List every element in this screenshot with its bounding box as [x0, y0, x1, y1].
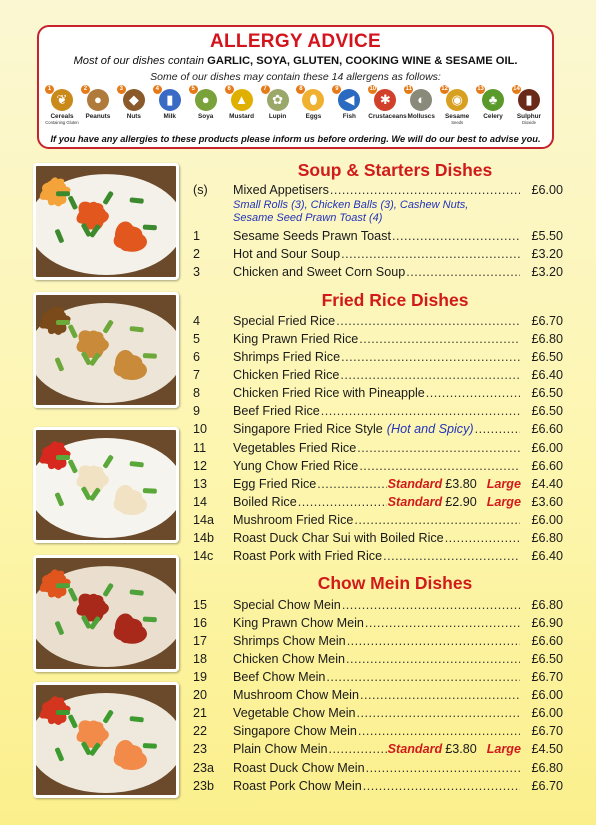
menu-item-number: 20 — [193, 688, 208, 702]
menu-item-price: £6.40 — [531, 549, 563, 563]
wheat-icon: ❦ — [51, 89, 73, 111]
menu-item-row — [193, 668, 563, 686]
allergy-subtitle: Some of our dishes may contain these 14 allergens as follows: — [150, 71, 441, 83]
menu-item-row — [193, 439, 563, 457]
menu-item-price: £6.60 — [531, 634, 563, 648]
menu-item-row — [193, 632, 563, 650]
menu-item-number: 23 — [193, 742, 208, 756]
allergen-number: 1 — [45, 85, 54, 94]
standard-label: Standard — [387, 495, 443, 509]
leader-dots — [363, 777, 520, 795]
allergen-item — [153, 85, 187, 129]
menu-item-number: 2 — [193, 247, 201, 261]
menu-item-number: 3 — [193, 265, 201, 279]
sesame-icon: ◉ — [446, 89, 468, 111]
menu-item-price: £4.40 — [531, 477, 563, 491]
menu-item-number: 23b — [193, 779, 215, 793]
menu-item-number: 14b — [193, 531, 215, 545]
menu-item-name: Beef Fried Rice — [233, 404, 320, 418]
menu-item-row — [193, 722, 563, 740]
menu-item-number: 5 — [193, 332, 201, 346]
allergen-label: Soya — [198, 113, 214, 120]
menu-item-number: 10 — [193, 422, 208, 436]
allergen-sublabel: Seeds — [451, 120, 464, 125]
leader-dots — [326, 668, 520, 686]
menu-item-row — [193, 614, 563, 632]
menu-item-name: Beef Chow Mein — [233, 670, 326, 684]
menu-item-price: £6.00 — [531, 706, 563, 720]
menu-item-name: Shrimps Chow Mein — [233, 634, 346, 648]
large-label: Large — [486, 495, 521, 509]
leader-dots — [475, 420, 520, 438]
menu-item-price: £6.70 — [531, 670, 563, 684]
allergy-line1-prefix: Most of our dishes contain — [73, 55, 205, 67]
menu-item-price: £6.50 — [531, 386, 563, 400]
leader-dots — [329, 740, 387, 758]
menu-item-number: 6 — [193, 350, 201, 364]
section-title-fried-rice: Fried Rice Dishes — [321, 290, 469, 310]
large-label: Large — [486, 742, 521, 756]
allergen-number: 13 — [477, 86, 484, 92]
menu-item-row — [193, 529, 563, 547]
allergen-item — [404, 85, 438, 129]
allergy-line1-bold: GARLIC, SOYA, GLUTEN, COOKING WINE & SESAME OIL. — [207, 55, 518, 67]
leader-dots — [366, 759, 520, 777]
allergen-label: Lupin — [268, 113, 287, 120]
mustard-icon: ▲ — [231, 89, 253, 111]
allergen-number: 3 — [117, 85, 126, 94]
allergen-item — [368, 85, 407, 129]
leader-dots — [360, 686, 520, 704]
allergen-item — [332, 85, 366, 129]
leader-dots — [341, 245, 520, 263]
menu-item-number: 14 — [193, 495, 208, 509]
menu-item-number: (s) — [193, 183, 208, 197]
menu-item-price: £6.60 — [531, 459, 563, 473]
menu-item-price: £6.40 — [531, 368, 563, 382]
menu-item-name: King Prawn Chow Mein — [233, 616, 364, 630]
leader-dots — [342, 596, 520, 614]
standard-price: £3.80 — [445, 742, 477, 756]
menu-item-number: 13 — [193, 477, 208, 491]
menu-item-row — [193, 330, 563, 348]
allergen-label: Fish — [342, 113, 356, 120]
king-prawn-stirfry-photo — [33, 682, 179, 798]
menu-item-price: £6.80 — [531, 531, 563, 545]
leader-dots — [426, 384, 520, 402]
allergen-item — [189, 85, 223, 129]
menu-item-number: 8 — [193, 386, 201, 400]
celery-icon: ♣ — [482, 89, 504, 111]
allergen-number: 7 — [261, 85, 270, 94]
menu-item-number: 1 — [193, 229, 201, 243]
menu-item-price: £3.60 — [531, 495, 563, 509]
leader-dots — [359, 330, 520, 348]
allergen-label: Milk — [163, 113, 176, 120]
menu-item-row — [193, 420, 563, 438]
menu-item-number: 18 — [193, 652, 208, 666]
standard-label: Standard — [387, 742, 443, 756]
menu-item-name: Singapore Chow Mein — [233, 724, 357, 738]
allergen-item — [261, 85, 295, 129]
allergen-item — [296, 85, 330, 129]
menu-item-name: Special Chow Mein — [233, 598, 341, 612]
menu-item-row — [193, 740, 563, 758]
allergen-number: 10 — [369, 86, 377, 92]
leader-dots — [354, 511, 520, 529]
leader-dots — [445, 529, 520, 547]
menu-item-price: £6.70 — [531, 779, 563, 793]
leader-dots — [347, 632, 520, 650]
menu-item-name: Shrimps Fried Rice — [233, 350, 341, 364]
menu-item-name: Vegetable Chow Mein — [233, 706, 356, 720]
menu-item-price: £6.60 — [531, 422, 563, 436]
menu-item-name: Chicken Fried Rice with Pineapple — [233, 386, 425, 400]
menu-item-name: Roast Duck Char Sui with Boiled Rice — [233, 531, 444, 545]
menu-item-price: £6.00 — [531, 183, 563, 197]
menu-item-name: Sesame Seeds Prawn Toast — [233, 229, 391, 243]
allergen-icon-row — [45, 85, 546, 129]
leader-dots — [330, 181, 520, 199]
menu-item-row — [193, 457, 563, 475]
allergen-label: Cereals — [50, 113, 74, 120]
fish-icon: ◀ — [338, 89, 360, 111]
menu-item-price: £3.20 — [531, 247, 563, 261]
menu-item-row — [193, 348, 563, 366]
allergen-item — [512, 85, 546, 129]
menu-item-row — [193, 384, 563, 402]
menu-item-name: Hot and Sour Soup — [233, 247, 341, 261]
menu-item-name: Singapore Fried Rice Style — [233, 422, 383, 436]
allergen-label: Peanuts — [85, 113, 111, 120]
leader-dots — [346, 650, 520, 668]
allergen-label: Celery — [483, 113, 503, 120]
lupin-icon: ✿ — [267, 89, 289, 111]
menu-item-name: Mushroom Fried Rice — [233, 513, 354, 527]
leader-dots — [358, 722, 520, 740]
menu-item-price: £3.20 — [531, 265, 563, 279]
leader-dots — [406, 263, 520, 281]
menu-item-price: £6.70 — [531, 314, 563, 328]
bottle-icon: ▮ — [518, 89, 540, 111]
menu-item-name: Plain Chow Mein — [233, 742, 328, 756]
nut-icon: ◆ — [123, 89, 145, 111]
menu-item-row — [193, 263, 563, 281]
standard-price: £2.90 — [445, 495, 477, 509]
menu-item-number: 17 — [193, 634, 208, 648]
menu-item-price: £6.90 — [531, 616, 563, 630]
allergy-notice: If you have any allergies to these products please inform us before ordering. We will do our best to advise you. — [50, 134, 541, 144]
menu-item-price: £5.50 — [531, 229, 563, 243]
allergen-sublabel: Containing Gluten — [45, 120, 79, 125]
menu-item-number: 12 — [193, 459, 208, 473]
menu-item-row — [193, 650, 563, 668]
menu-item-price: £6.80 — [531, 332, 563, 346]
menu-item-number: 11 — [193, 441, 207, 455]
menu-item-number: 14c — [193, 549, 214, 563]
menu-item-name: Roast Duck Chow Mein — [233, 761, 365, 775]
allergen-item — [81, 85, 115, 129]
large-label: Large — [486, 477, 521, 491]
menu-item-name: Special Fried Rice — [233, 314, 336, 328]
menu-item-row — [193, 547, 563, 565]
mixed-appetisers-note-line2: Sesame Seed Prawn Toast (4) — [233, 212, 383, 224]
menu-item-name: Vegetables Fried Rice — [233, 441, 357, 455]
menu-item-row — [193, 596, 563, 614]
menu-item-row — [193, 511, 563, 529]
leader-dots — [359, 457, 520, 475]
menu-item-price: £6.70 — [531, 724, 563, 738]
peanut-icon: ● — [87, 89, 109, 111]
menu-item-row — [193, 704, 563, 722]
leader-dots — [383, 547, 520, 565]
mixed-appetisers-note-line1: Small Rolls (3), Chicken Balls (3), Cashew Nuts, — [233, 199, 469, 211]
menu-item-price: £6.50 — [531, 350, 563, 364]
menu-item-name: King Prawn Fried Rice — [233, 332, 359, 346]
allergen-label: Mustard — [229, 113, 255, 120]
allergen-label: Crustaceans — [368, 113, 407, 120]
menu-item-price: £6.00 — [531, 513, 563, 527]
menu-item-name: Mushroom Chow Mein — [233, 688, 359, 702]
allergen-item — [476, 85, 510, 129]
crab-icon: ✱ — [374, 89, 396, 111]
allergen-number: 8 — [296, 85, 305, 94]
allergen-number: 11 — [405, 86, 412, 92]
allergen-label: Sulphur — [516, 113, 542, 120]
menu-item-number: 23a — [193, 761, 215, 775]
menu-item-number: 21 — [193, 706, 208, 720]
allergen-number: 2 — [81, 85, 90, 94]
standard-label: Standard — [387, 477, 443, 491]
menu-item-row — [193, 366, 563, 384]
allergy-common-ingredients — [39, 55, 552, 67]
menu-item-row — [193, 686, 563, 704]
leader-dots — [321, 402, 520, 420]
menu-item-price: £6.50 — [531, 404, 563, 418]
leader-dots — [298, 493, 387, 511]
allergen-number: 12 — [441, 86, 448, 92]
shell-icon: ◐ — [410, 89, 432, 111]
menu-item-number: 14a — [193, 513, 215, 527]
menu-item-name: Boiled Rice — [233, 495, 297, 509]
allergen-sublabel: Dioxide — [522, 120, 536, 125]
allergen-number: 5 — [189, 85, 198, 94]
allergen-item — [117, 85, 151, 129]
standard-price: £3.80 — [445, 477, 477, 491]
allergen-number: 4 — [153, 85, 162, 94]
menu-item-row — [193, 475, 563, 493]
allergen-number: 9 — [332, 85, 341, 94]
allergen-label: Molluscs — [407, 113, 435, 120]
leader-dots — [340, 366, 520, 384]
allergy-title: ALLERGY ADVICE — [210, 31, 381, 52]
menu-item-price: £6.80 — [531, 598, 563, 612]
menu-item-row — [193, 402, 563, 420]
allergen-item — [440, 85, 474, 129]
menu-item-number: 15 — [193, 598, 208, 612]
menu-item-price: £6.00 — [531, 441, 563, 455]
menu-item-name: Roast Pork Chow Mein — [233, 779, 362, 793]
leader-dots — [357, 439, 520, 457]
menu-item-number: 9 — [193, 404, 201, 418]
leader-dots — [392, 227, 520, 245]
menu-item-price: £4.50 — [531, 742, 563, 756]
menu-item-name: Roast Pork with Fried Rice — [233, 549, 383, 563]
cashew-chicken-photo — [33, 427, 179, 543]
leader-dots — [357, 704, 520, 722]
allergen-label: Eggs — [305, 113, 322, 120]
menu-item-number: 22 — [193, 724, 208, 738]
menu-item-price: £6.50 — [531, 652, 563, 666]
allergen-item — [45, 85, 79, 129]
menu-item-row — [193, 493, 563, 511]
menu-item-name: Yung Chow Fried Rice — [233, 459, 359, 473]
allergen-label: Sesame — [445, 113, 470, 120]
leader-dots — [365, 614, 520, 632]
menu-item-name: Chicken and Sweet Corn Soup — [233, 265, 406, 279]
menu-item-price: £6.00 — [531, 688, 563, 702]
menu-item-row — [193, 227, 563, 245]
menu-item-name: Chicken Chow Mein — [233, 652, 345, 666]
menu-item-name: Mixed Appetisers — [233, 183, 329, 197]
soya-icon: ● — [195, 89, 217, 111]
allergy-advice-box — [37, 25, 554, 149]
chow-mein-noodles-photo — [33, 292, 179, 408]
milk-icon: ▮ — [159, 89, 181, 111]
allergen-label: Nuts — [126, 113, 141, 120]
menu-item-name: Chicken Fried Rice — [233, 368, 340, 382]
leader-dots — [317, 475, 386, 493]
allergen-number: 14 — [513, 86, 520, 92]
egg-icon: ⬮ — [302, 89, 324, 111]
section-title-soup-starters: Soup & Starters Dishes — [297, 160, 493, 180]
beef-peppers-photo — [33, 555, 179, 672]
menu-item-row — [193, 759, 563, 777]
menu-item-name: Egg Fried Rice — [233, 477, 317, 491]
menu-item-price: £6.80 — [531, 761, 563, 775]
menu-item-row — [193, 312, 563, 330]
menu-item-number: 4 — [193, 314, 201, 328]
menu-item-row — [193, 777, 563, 795]
menu-item-row — [193, 245, 563, 263]
leader-dots — [341, 348, 520, 366]
menu-item-row — [193, 181, 563, 199]
menu-item-number: 16 — [193, 616, 208, 630]
allergen-number: 6 — [225, 85, 234, 94]
leader-dots — [336, 312, 520, 330]
menu-item-number: 19 — [193, 670, 208, 684]
menu-item-note: (Hot and Spicy) — [386, 422, 474, 436]
sweet-sour-chicken-photo — [33, 163, 179, 280]
allergen-item — [225, 85, 259, 129]
section-title-chow-mein: Chow Mein Dishes — [317, 573, 473, 593]
menu-item-number: 7 — [193, 368, 201, 382]
